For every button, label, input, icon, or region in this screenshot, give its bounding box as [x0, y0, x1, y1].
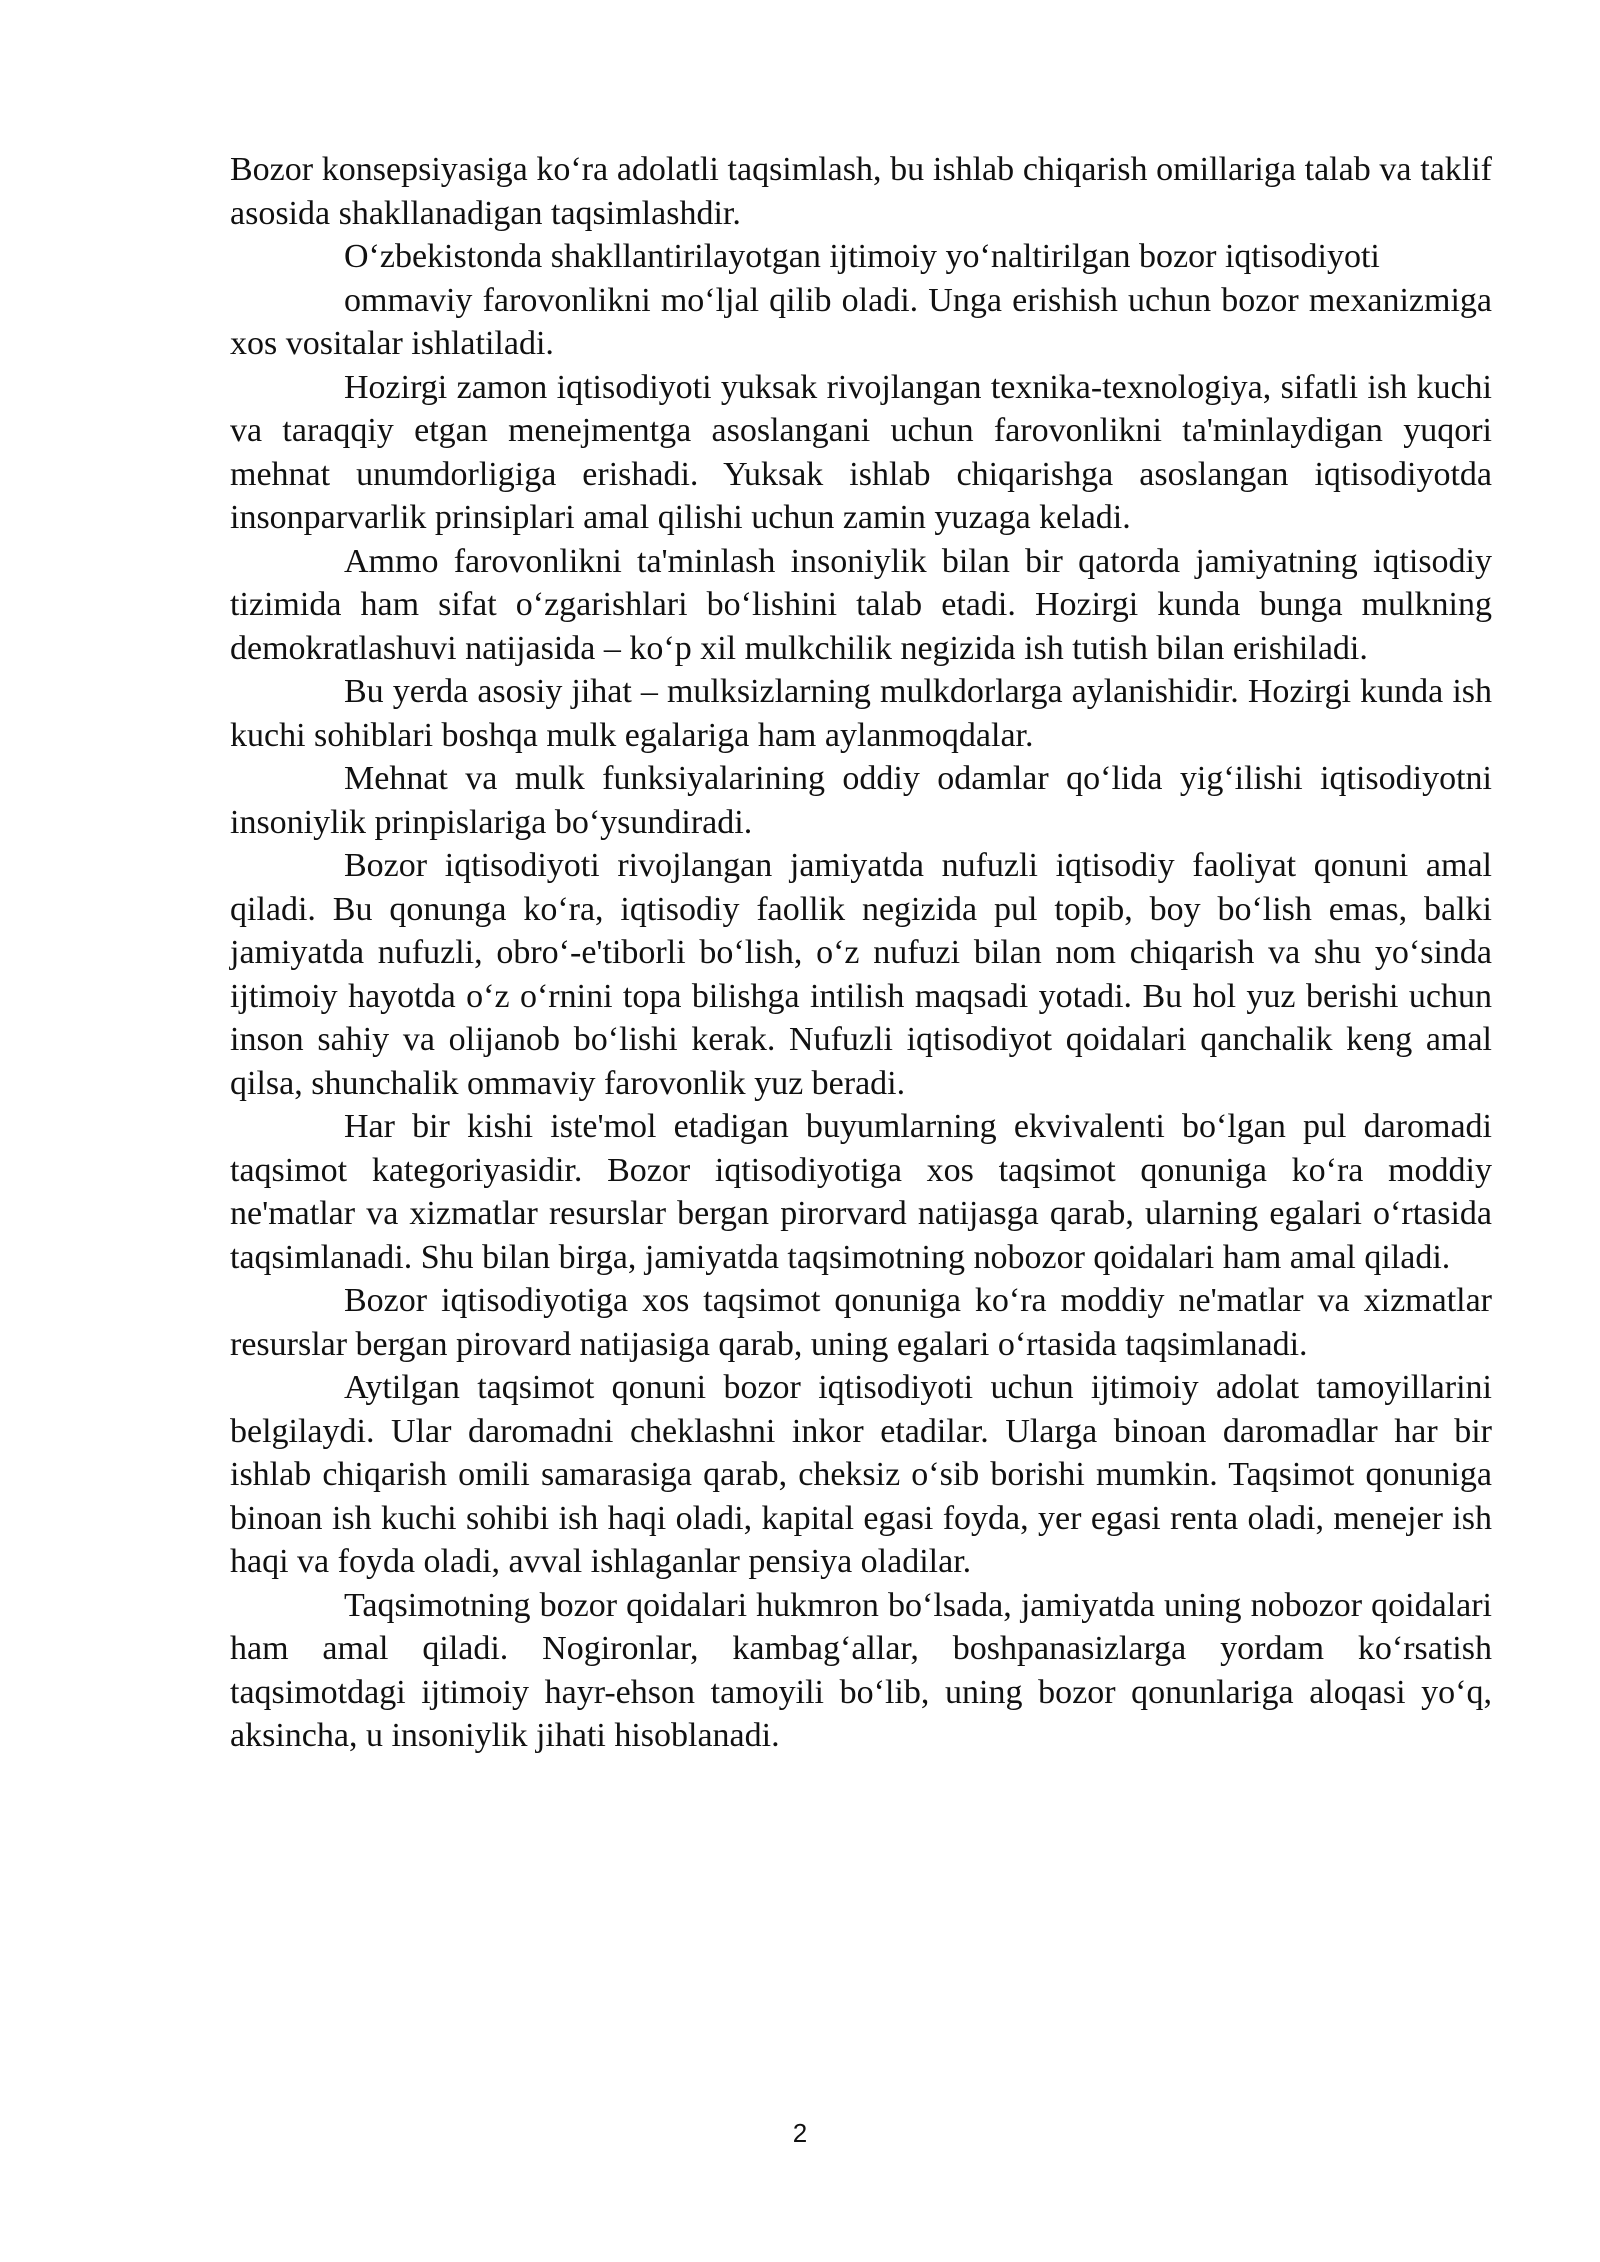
paragraph-1: Bozor konsepsiyasiga ko‘ra adolatli taqsimlash, bu ishlab chiqarish omillariga talab va taklif asosida shakllanadigan taqsimlashdir.: [230, 151, 1492, 232]
paragraph-10: Bozor iqtisodiyotiga xos taqsimot qonuniga ko‘ra moddiy ne'matlar va xizmatlar resurslar bergan pirovard natijasiga qarab, uning egalari o‘rtasida taqsimlanadi.: [230, 1282, 1492, 1363]
paragraph-5: Ammo farovonlikni ta'minlash insoniylik bilan bir qatorda jamiyatning iqtisodiy tizimida ham sifat o‘zgarishlari bo‘lishini talab etadi. Hozirgi kunda bunga mulkning demokratlashuvi natijasida – ko‘p xil mulkchilik negizida ish tutish bilan erishiladi.: [230, 542, 1492, 667]
document-body: [230, 148, 1492, 1758]
paragraph-3: ommaviy farovonlikni mo‘ljal qilib oladi. Unga erishish uchun bozor mexanizmiga xos vositalar ishlatiladi.: [230, 281, 1492, 362]
paragraph-12: Taqsimotning bozor qoidalari hukmron bo‘lsada, jamiyatda uning nobozor qoidalari ham amal qiladi. Nogironlar, kambag‘allar, boshpanasizlarga yordam ko‘rsatish taqsimotdagi ijtimoiy hayr-ehson tamoyili bo‘lib, uning bozor qonunlariga aloqasi yo‘q, aksincha, u insoniylik jihati hisoblanadi.: [230, 1586, 1492, 1754]
paragraph-9: Har bir kishi iste'mol etadigan buyumlarning ekvivalenti bo‘lgan pul daromadi taqsimot kategoriyasidir. Bozor iqtisodiyotiga xos taqsimot qonuniga ko‘ra moddiy ne'matlar va xizmatlar resurslar bergan pirorvard natijasga qarab, ularning egalari o‘rtasida taqsimlanadi. Shu bilan birga, jamiyatda taqsimotning nobozor qoidalari ham amal qiladi.: [230, 1108, 1492, 1276]
paragraph-4: Hozirgi zamon iqtisodiyoti yuksak rivojlangan texnika-texnologiya, sifatli ish kuchi va taraqqiy etgan menejmentga asoslangani uchun farovonlikni ta'minlaydigan yuqori mehnat unumdorligiga erishadi. Yuksak ishlab chiqarishga asoslangan iqtisodiyotda insonparvarlik prinsiplari amal qilishi uchun zamin yuzaga keladi.: [230, 368, 1492, 536]
paragraph-11: Aytilgan taqsimot qonuni bozor iqtisodiyoti uchun ijtimoiy adolat tamoyillarini belgilaydi. Ular daromadni cheklashni inkor etadilar. Ularga binoan daromadlar har bir ishlab chiqarish omili samarasiga qarab, cheksiz o‘sib borishi mumkin. Taqsimot qonuniga binoan ish kuchi sohibi ish haqi oladi, kapital egasi foyda, yer egasi renta oladi, menejer ish haqi va foyda oladi, avval ishlaganlar pensiya oladilar.: [230, 1369, 1492, 1580]
paragraph-8: Bozor iqtisodiyoti rivojlangan jamiyatda nufuzli iqtisodiy faoliyat qonuni amal qiladi. Bu qonunga ko‘ra, iqtisodiy faollik negizida pul topib, boy bo‘lish emas, balki jamiyatda nufuzli, obro‘-e'tiborli bo‘lish, o‘z nufuzi bilan nom chiqarish va shu yo‘sinda ijtimoiy hayotda o‘z o‘rnini topa bilishga intilish maqsadi yotadi. Bu hol yuz berishi uchun inson sahiy va olijanob bo‘lishi kerak. Nufuzli iqtisodiyot qoidalari qanchalik keng amal qilsa, shunchalik ommaviy farovonlik yuz beradi.: [230, 847, 1492, 1102]
paragraph-6: Bu yerda asosiy jihat – mulksizlarning mulkdorlarga aylanishidir. Hozirgi kunda ish kuchi sohiblari boshqa mulk egalariga ham aylanmoqdalar.: [230, 673, 1492, 754]
paragraph-2: O‘zbekistonda shakllantirilayotgan ijtimoiy yo‘naltirilgan bozor iqtisodiyoti: [344, 238, 1380, 275]
page-number: 2: [792, 2118, 808, 2148]
paragraph-7: Mehnat va mulk funksiyalarining oddiy odamlar qo‘lida yig‘ilishi iqtisodiyotni insoniylik prinpislariga bo‘ysundiradi.: [230, 760, 1492, 841]
